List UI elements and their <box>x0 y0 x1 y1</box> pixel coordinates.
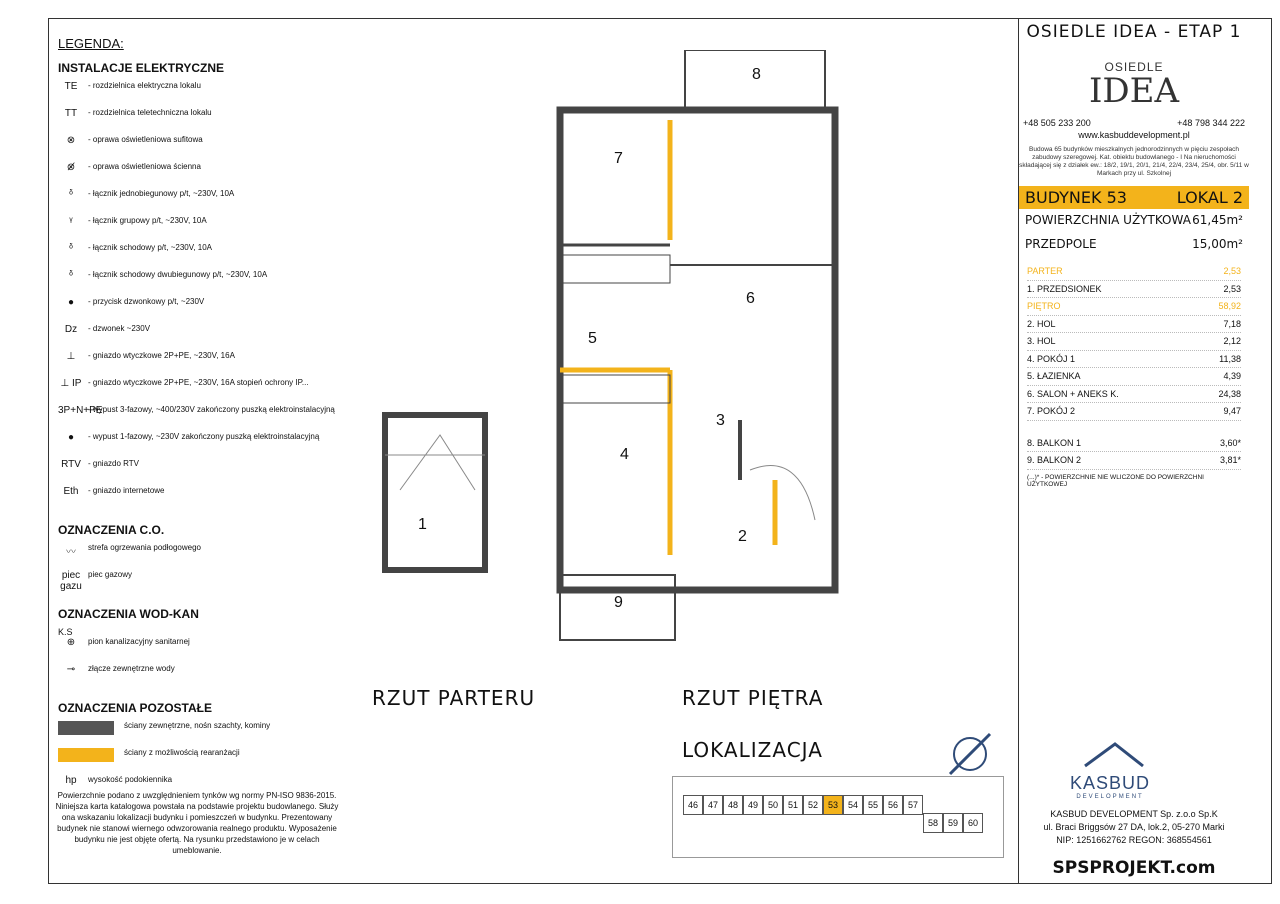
disclaimer-note: Powierzchnie podano z uwzględnieniem tynków wg normy PN-ISO 9836-2015. Niniejsza karta katalogowa powstała na podstawie projektu budowlanego. Służy ona wskazaniu lokalizacji budynku i pomieszczeń w budynku. Prezentowany budynek nie stanowi wiernego odwzorowania realnego produktu. Wyposażenie budynku nie jest objęte ofertą. Na rysunku przedstawiono je w celach umeblowanie. <box>55 791 339 855</box>
other-text: ściany z możliwością rearanżacji <box>124 748 240 757</box>
electrical-item <box>58 135 348 162</box>
electrical-symbol-icon: ᵟ <box>69 189 73 200</box>
other-text: wysokość podokiennika <box>88 775 173 784</box>
balcony-name: 9. BALKON 2 <box>1027 455 1082 465</box>
electrical-item <box>58 486 348 513</box>
electrical-symbol-icon: ᵟ <box>69 270 73 281</box>
electrical-symbol-icon: ● <box>67 297 75 308</box>
room-area: 9,47 <box>1223 406 1241 416</box>
other-heading: OZNACZENIA POZOSTAŁE <box>58 701 212 715</box>
color-swatch <box>58 721 114 735</box>
company-info <box>1020 808 1248 847</box>
co-heading: OZNACZENIA C.O. <box>58 523 165 537</box>
electrical-text: - łącznik grupowy p/t, ~230V, 10A <box>88 216 207 225</box>
room-name: 3. HOL <box>1027 336 1056 346</box>
room-row <box>1027 403 1241 421</box>
wodkan-text: złącze zewnętrzne wody <box>88 664 175 673</box>
electrical-text: - łącznik jednobiegunowy p/t, ~230V, 10A <box>88 189 235 198</box>
room-name: PIĘTRO <box>1027 301 1061 311</box>
room-label-5: 5 <box>588 330 597 347</box>
electrical-text: - gniazdo RTV <box>88 459 139 468</box>
electrical-text: - łącznik schodowy p/t, ~230V, 10A <box>88 243 212 252</box>
company-full: KASBUD DEVELOPMENT Sp. z.o.o Sp.K <box>1050 809 1218 819</box>
room-area: 4,39 <box>1223 371 1241 381</box>
building-cell: 49 <box>743 795 763 815</box>
company-nip: NIP: 1251662762 REGON: 368554561 <box>1056 835 1212 845</box>
room-row <box>1027 298 1241 316</box>
ground-plan-label: RZUT PARTERU <box>372 686 536 710</box>
electrical-text: - oprawa oświetleniowa ścienna <box>88 162 201 171</box>
room-row <box>1027 351 1241 369</box>
location-label: LOKALIZACJA <box>682 738 823 762</box>
electrical-symbol-icon: ᵞ <box>69 216 73 227</box>
location-map <box>672 776 1004 858</box>
area-label: POWIERZCHNIA UŻYTKOWA <box>1025 213 1191 227</box>
building-cell: 51 <box>783 795 803 815</box>
przedpole-value: 15,00m² <box>1192 237 1243 251</box>
room-row <box>1027 386 1241 404</box>
co-item <box>58 543 348 570</box>
company-address: ul. Braci Briggsów 27 DA, lok.2, 05-270 Marki <box>1043 822 1225 832</box>
floor-plans <box>370 50 850 690</box>
kasbud-logo <box>1070 740 1150 800</box>
phone-1: +48 505 233 200 <box>1023 118 1091 128</box>
room-area: 7,18 <box>1223 318 1241 329</box>
room-label-8: 8 <box>752 66 761 83</box>
electrical-text: - gniazdo internetowe <box>88 486 165 495</box>
color-swatch <box>58 748 114 762</box>
wodkan-heading: OZNACZENIA WOD-KAN <box>58 607 199 621</box>
electrical-item <box>58 108 348 135</box>
electrical-symbol-icon: ⊗̸ <box>66 162 76 173</box>
balcony-area: 3,81* <box>1219 455 1241 465</box>
electrical-symbol-icon: ● <box>67 432 75 443</box>
electrical-text: - rozdzielnica elektryczna lokalu <box>88 81 201 90</box>
przedpole-row <box>1019 237 1249 251</box>
co-list <box>58 543 348 597</box>
room-name: 2. HOL <box>1027 318 1056 329</box>
building-cell: 48 <box>723 795 743 815</box>
website: www.kasbuddevelopment.pl <box>1078 130 1190 140</box>
logo-small-text: OSIEDLE <box>1104 60 1164 74</box>
legend-title: LEGENDA: <box>58 36 124 51</box>
room-area: 2,53 <box>1223 266 1241 276</box>
building-cell: 47 <box>703 795 723 815</box>
balcony-row <box>1027 435 1241 453</box>
electrical-item <box>58 81 348 108</box>
floor-plan-label: RZUT PIĘTRA <box>682 686 824 710</box>
electrical-item <box>58 378 348 405</box>
electrical-symbol-icon: TE <box>64 81 78 92</box>
room-name: PARTER <box>1027 266 1063 276</box>
electrical-item <box>58 270 348 297</box>
electrical-symbol-icon: ⊗ <box>66 135 76 146</box>
electrical-text: - przycisk dzwonkowy p/t, ~230V <box>88 297 205 306</box>
electrical-text: - rozdzielnica teletechniczna lokalu <box>88 108 212 117</box>
electrical-symbol-icon: TT <box>64 108 78 119</box>
room-name: 5. ŁAZIENKA <box>1027 371 1081 381</box>
room-row <box>1027 316 1241 334</box>
electrical-symbol-icon: ⊥ IP <box>60 378 82 389</box>
building-cell: 58 <box>923 813 943 833</box>
wodkan-item <box>58 664 348 691</box>
electrical-symbol-icon: RTV <box>61 459 81 470</box>
electrical-heading: INSTALACJE ELEKTRYCZNE <box>58 61 225 75</box>
logo-big-text: IDEA <box>1088 71 1180 111</box>
electrical-item <box>58 162 348 189</box>
electrical-text: - gniazdo wtyczkowe 2P+PE, ~230V, 16A stopień ochrony IP... <box>88 378 309 387</box>
other-symbol-icon: hp <box>65 775 77 786</box>
room-area: 11,38 <box>1219 353 1241 364</box>
room-area: 2,12 <box>1223 336 1241 346</box>
wodkan-symbol-icon: ⊸ <box>66 664 76 675</box>
electrical-list <box>58 81 348 513</box>
other-item <box>58 748 348 775</box>
electrical-item <box>58 405 348 432</box>
electrical-item <box>58 432 348 459</box>
electrical-item <box>58 324 348 351</box>
building-cell: 57 <box>903 795 923 815</box>
building-bar <box>1019 186 1249 209</box>
co-text: strefa ogrzewania podłogowego <box>88 543 201 552</box>
building-cell: 53 <box>823 795 843 815</box>
electrical-item <box>58 297 348 324</box>
electrical-item <box>58 351 348 378</box>
room-area: 24,38 <box>1218 388 1241 399</box>
phones <box>1019 118 1249 128</box>
balcony-row <box>1027 452 1241 470</box>
electrical-symbol-icon: ᵟ <box>69 243 73 254</box>
room-area: 2,53 <box>1223 283 1241 294</box>
room-list <box>1019 263 1249 421</box>
idea-logo <box>1019 60 1249 111</box>
electrical-item <box>58 216 348 243</box>
project-title: OSIEDLE IDEA - ETAP 1 <box>1026 22 1242 42</box>
room-label-6: 6 <box>746 290 755 307</box>
building-cell: 60 <box>963 813 983 833</box>
electrical-item <box>58 189 348 216</box>
room-name: 7. POKÓJ 2 <box>1027 406 1076 416</box>
electrical-text: - dzwonek ~230V <box>88 324 151 333</box>
company-sub: DEVELOPMENT <box>1076 794 1144 800</box>
building-cell: 46 <box>683 795 703 815</box>
room-label-3: 3 <box>716 412 725 429</box>
unit-number: LOKAL 2 <box>1176 188 1243 207</box>
building-cell: 54 <box>843 795 863 815</box>
balcony-area: 3,60* <box>1219 437 1241 448</box>
room-label-9: 9 <box>614 594 623 611</box>
room-row <box>1027 263 1241 281</box>
balcony-list <box>1019 435 1249 470</box>
room-name: 6. SALON + ANEKS K. <box>1027 388 1119 399</box>
area-value: 61,45m² <box>1192 213 1243 227</box>
project-description: Budowa 65 budynków mieszkalnych jednorodzinnych w pięciu zespołach zabudowy szeregowej. Kat. obiektu budowlanego - I Na nieruchomości składającej się z działek ew.: 18/2, 19/1, 20/1, 21/4, 22/4, 23/4, 25/4, obr. 5/11 w Markach przy ul. Szkolnej <box>1019 146 1249 177</box>
electrical-text: - wypust 1-fazowy, ~230V zakończony puszką elektroinstalacyjną <box>88 432 320 441</box>
other-text: ściany zewnętrzne, nośn szachty, kominy <box>124 721 271 730</box>
building-cell: 55 <box>863 795 883 815</box>
company-name: KASBUD <box>1070 773 1151 793</box>
electrical-symbol-icon: Dz <box>64 324 78 335</box>
compass-icon <box>940 730 1000 780</box>
co-symbol-icon: piec gazu <box>60 570 82 592</box>
electrical-symbol-icon: 3P+N+PE <box>58 405 103 416</box>
electrical-symbol-icon: Eth <box>63 486 79 497</box>
building-cell: 56 <box>883 795 903 815</box>
wodkan-text: pion kanalizacyjny sanitarnej <box>88 637 190 646</box>
room-label-1: 1 <box>418 516 427 533</box>
wodkan-ks: K.S <box>58 627 73 637</box>
building-cell: 52 <box>803 795 823 815</box>
co-text: piec gazowy <box>88 570 133 579</box>
wodkan-item <box>58 637 348 664</box>
electrical-symbol-icon: ⊥ <box>66 351 76 362</box>
electrical-text: - oprawa oświetleniowa sufitowa <box>88 135 203 144</box>
room-name: 4. POKÓJ 1 <box>1027 353 1076 364</box>
co-item <box>58 570 348 597</box>
phone-2: +48 798 344 222 <box>1177 118 1245 128</box>
upper-floor-plan <box>560 50 835 640</box>
area-row <box>1019 213 1249 227</box>
wodkan-list <box>58 637 348 691</box>
electrical-item <box>58 459 348 486</box>
other-item <box>58 721 348 748</box>
room-label-2: 2 <box>738 528 747 545</box>
building-number: BUDYNEK 53 <box>1025 188 1127 207</box>
room-label-4: 4 <box>620 446 629 463</box>
room-area: 58,92 <box>1218 301 1241 311</box>
room-label-7: 7 <box>614 150 623 167</box>
room-row <box>1027 368 1241 386</box>
room-row <box>1027 333 1241 351</box>
building-cell: 50 <box>763 795 783 815</box>
electrical-text: - łącznik schodowy dwubiegunowy p/t, ~230V, 10A <box>88 270 268 279</box>
spsprojekt-logo: SPSPROJEKT.com <box>1052 858 1216 878</box>
area-footnote: (...)* - POWIERZCHNIE NIE WLICZONE DO POWIERZCHNI UŻYTKOWEJ <box>1027 473 1204 488</box>
legend-panel <box>58 36 348 802</box>
co-symbol-icon: 〰 <box>66 547 76 558</box>
wodkan-symbol-icon: ⊕ <box>66 637 76 648</box>
electrical-text: - gniazdo wtyczkowe 2P+PE, ~230V, 16A <box>88 351 235 360</box>
electrical-text: - wypust 3-fazowy, ~400/230V zakończony puszką elektroinstalacyjną <box>88 405 335 414</box>
building-cell: 59 <box>943 813 963 833</box>
balcony-name: 8. BALKON 1 <box>1027 437 1082 448</box>
przedpole-label: PRZEDPOLE <box>1025 237 1097 251</box>
room-name: 1. PRZEDSIONEK <box>1027 283 1102 294</box>
kasbud-roof-icon <box>1075 740 1145 768</box>
ground-floor-plan <box>385 415 485 570</box>
electrical-item <box>58 243 348 270</box>
room-row <box>1027 281 1241 299</box>
